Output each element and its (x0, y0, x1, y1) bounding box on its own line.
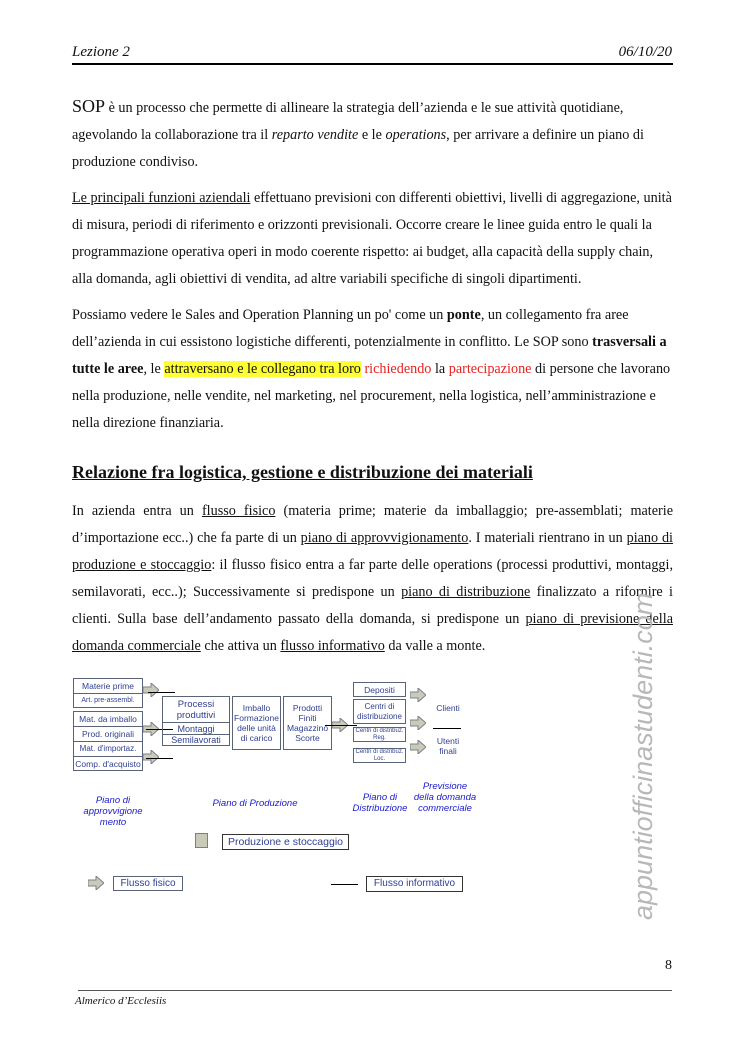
section-heading: Relazione fra logistica, gestione e distribuzione dei materiali (72, 462, 533, 482)
info-line (433, 728, 461, 729)
box-processi: Processi produttivi (162, 696, 230, 746)
box-imballo: Imballo Formazione delle unità di carico (232, 696, 281, 750)
label-utenti-finali: Utenti finali (436, 736, 460, 756)
label-previsione-domanda: Previsione della domanda commerciale (413, 781, 477, 814)
box-montaggi: Montaggi (162, 722, 230, 735)
paragraph-funzioni: Le principali funzioni aziendali effettuano previsioni con differenti obiettivi, livelli di aggregazione, unità di misura, periodi di riferimento e orizzonti previsionali. Occorre creare le linee guida entro le quali la programmazione operativa operi in modo coerente rispetto: ai budget, alla capacità della supply chain, alla domanda, agli obiettivi di vendita, ad altre variabili specifiche di singoli dipartimenti. (72, 190, 672, 287)
flow-arrow-icon (410, 716, 426, 730)
legend-flusso-fisico: Flusso fisico (113, 876, 183, 891)
legend-produzione-stoccaggio: Produzione e stoccaggio (222, 834, 349, 850)
header-lesson: Lezione 2 (72, 44, 130, 60)
box-centri-reg: Centri di distribuz. Reg. (353, 727, 406, 742)
box-prodotti-finiti: Prodotti Finiti Magazzino Scorte (283, 696, 332, 750)
page-number: 8 (665, 958, 672, 973)
paragraph-sop: SOP è un processo che permette di allineare la strategia dell’azienda e le sue attività quotidiane, agevolando la collaborazione tra il reparto vendite e le operations, per arrivare a definire un piano di produzione condiviso. (72, 96, 644, 170)
label-piano-distribuzione: Piano di Distribuzione (352, 792, 408, 814)
header-date: 06/10/20 (618, 44, 672, 60)
flow-arrow-icon (410, 688, 426, 702)
box-depositi: Depositi (353, 682, 406, 697)
footer-rule (78, 990, 672, 991)
flow-arrow-icon (410, 740, 426, 754)
flow-arrow-icon (88, 876, 104, 890)
flow-arrow-icon (143, 750, 159, 764)
info-line (325, 725, 357, 726)
header-rule (72, 63, 673, 65)
flow-arrow-icon (143, 683, 159, 697)
box-mat-imballo: Mat. da imballo (73, 711, 143, 727)
paragraph-flussi: In azienda entra un flusso fisico (materia prime; materie da imballaggio; pre-assemblati; materie d’importazione ecc..) che fa parte di un piano di approvvigionamento. I materiali rientrano in un piano di produzione e stoccaggio: il flusso fisico entra a far parte delle operations (processi produttivi, montaggi, semilavorati, ecc..); Successivamente si predispone un piano di distribuzione finalizzato a rifornire i clienti. Sulla base dell’andamento passato della domanda, si predispone un piano di previsione della domanda commerciale che attiva un flusso informativo da valle a monte. (72, 503, 674, 654)
box-mat-importaz: Mat. d'importaz. (73, 741, 143, 757)
info-line (146, 758, 173, 759)
info-arrow-line (331, 884, 358, 885)
label-piano-produzione: Piano di Produzione (212, 798, 298, 809)
label-clienti: Clienti (436, 703, 460, 713)
info-line (148, 692, 175, 693)
box-art-preassembl: Art. pre-assembl. (73, 693, 143, 708)
label-piano-approvvigionamento: Piano di approvvigione mento (83, 795, 143, 828)
box-materie-prime: Materie prime (73, 678, 143, 694)
legend-square-icon (195, 833, 208, 848)
box-comp-acquisto: Comp. d'acquisto (73, 756, 143, 771)
box-centri-loc: Centri di distribuz. Loc. (353, 748, 406, 763)
box-semilavorati: Semilavorati (162, 734, 230, 746)
body-text (72, 93, 673, 446)
box-centri-distribuzione: Centri di distribuzione (353, 699, 406, 724)
paragraph-ponte: Possiamo vedere le Sales and Operation Planning un po' come un ponte, un collegamento fra aree dell’azienda in cui essistono logistiche differenti, potenzialmente in conflitto. Le SOP sono trasversali a tutte le aree, le attraversano e le collegano tra loro richiedendo la partecipazione di persone che lavorano nella produzione, nelle vendite, nel marketing, nel procurement, nella logistica, nell’amministrazione e nella direzione finanziaria. (72, 307, 671, 431)
watermark: appuntiofficinastudenti.com (628, 592, 658, 920)
legend-flusso-informativo: Flusso informativo (366, 876, 463, 892)
footer-author: Almerico d’Ecclesiis (75, 995, 167, 1007)
box-prod-originali: Prod. originali (73, 726, 143, 742)
